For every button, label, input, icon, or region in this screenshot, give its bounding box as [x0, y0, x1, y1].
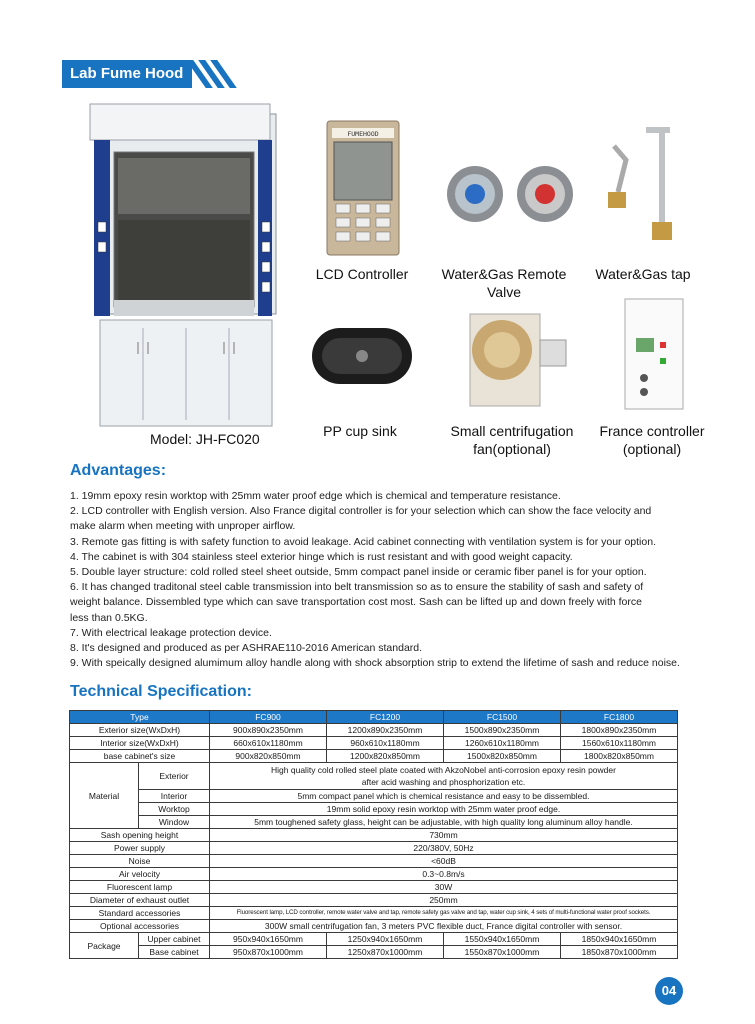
remote-valve-image	[440, 160, 580, 230]
list-item: 7. With electrical leakage protection device.	[70, 626, 272, 639]
table-row	[70, 855, 678, 868]
table-row	[70, 894, 678, 907]
table-cell: 1250x940x1650mm	[327, 933, 444, 946]
table-cell: 1850x870x1000mm	[561, 946, 678, 959]
list-item: 1. 19mm epoxy resin worktop with 25mm water proof edge which is chemical and temperature resistance.	[70, 490, 561, 502]
table-row	[70, 724, 678, 737]
list-item: 9. With speically designed alumimum alloy handle along with shock absorption strip to extend the lifetime of sash and reduce noise.	[70, 657, 680, 670]
table-cell: 960x610x1180mm	[327, 737, 444, 750]
table-row	[70, 803, 678, 816]
table-row	[70, 907, 678, 920]
title-banner	[62, 60, 237, 88]
table-cell: 900x820x850mm	[210, 750, 327, 763]
table-row	[70, 842, 678, 855]
table-cell: 900x890x2350mm	[210, 724, 327, 737]
list-item: 6. It has changed traditonal steel cable transmission into belt transmission so as to ensure the stability of sash and safety of	[70, 581, 644, 594]
table-cell: Type	[70, 711, 210, 724]
table-cell: base cabinet's size	[70, 750, 210, 763]
table-cell: Window	[139, 816, 210, 829]
france-controller-image	[624, 298, 684, 410]
table-cell: 19mm solid epoxy resin worktop with 25mm water proof edge.	[210, 803, 678, 816]
table-cell: 220/380V, 50Hz	[210, 842, 678, 855]
table-row	[70, 920, 678, 933]
table-cell: 1200x890x2350mm	[327, 724, 444, 737]
list-item: 8. It's designed and produced as per ASHRAE110-2016 American standard.	[70, 642, 423, 655]
table-cell	[210, 763, 678, 790]
table-cell: 1550x940x1650mm	[444, 933, 561, 946]
list-item: make alarm when meeting with unproper airflow.	[70, 520, 296, 533]
france-controller-caption-line2: (optional)	[622, 441, 682, 457]
material-exterior-line1: High quality cold rolled steel plate coated with AkzoNobel anti-corrosion epoxy resin powder	[271, 765, 616, 775]
table-cell: Power supply	[70, 842, 210, 855]
lcd-controller-caption: LCD Controller	[315, 266, 409, 282]
table-cell: 5mm toughened safety glass, height can be adjustable, with high quality long aluminum alloy handle.	[210, 816, 678, 829]
table-cell: 250mm	[210, 894, 678, 907]
table-cell: FC1500	[444, 711, 561, 724]
table-cell: 1500x820x850mm	[444, 750, 561, 763]
table-cell: 1800x890x2350mm	[561, 724, 678, 737]
page-title: Lab Fume Hood	[70, 65, 184, 82]
list-item: 3. Remote gas fitting is with safety function to avoid leakage. Acid cabinet connecting with ventilation system is for your option.	[70, 535, 656, 548]
spec-table	[69, 710, 678, 959]
lcd-controller-image	[326, 120, 400, 256]
table-cell: 950x870x1000mm	[210, 946, 327, 959]
advantages-heading: Advantages:	[70, 462, 167, 479]
fan-caption-line1: Small centrifugation	[450, 423, 574, 439]
list-item: 5. Double layer structure: cold rolled steel sheet outside, 5mm compact panel inside or ceramic fiber panel is for your option.	[70, 566, 647, 579]
table-cell: Sash opening height	[70, 829, 210, 842]
material-exterior-line2: after acid washing and phosphorization etc.	[361, 777, 526, 787]
list-item: 2. LCD controller with English version. Also France digital controller is for your selection which can show the face velocity and	[70, 505, 652, 518]
table-cell: 1260x610x1180mm	[444, 737, 561, 750]
table-row	[70, 933, 678, 946]
table-cell: 660x610x1180mm	[210, 737, 327, 750]
table-row	[70, 829, 678, 842]
table-row	[70, 790, 678, 803]
table-row	[70, 737, 678, 750]
cup-sink-image	[310, 326, 414, 386]
table-cell: Interior size(WxDxH)	[70, 737, 210, 750]
table-cell: FC900	[210, 711, 327, 724]
page-number: 04	[655, 977, 683, 1005]
table-row	[70, 946, 678, 959]
cup-sink-caption: PP cup sink	[323, 423, 397, 439]
table-cell: 300W small centrifugation fan, 3 meters PVC flexible duct, France digital controller with sensor.	[210, 920, 678, 933]
table-cell: 0.3~0.8m/s	[210, 868, 678, 881]
table-cell: Package	[70, 933, 139, 959]
table-cell: 5mm compact panel which is chemical resistance and easy to be dissembled.	[210, 790, 678, 803]
water-gas-tap-caption: Water&Gas tap	[595, 266, 691, 282]
water-gas-tap-image	[596, 122, 688, 252]
table-cell: Diameter of exhaust outlet	[70, 894, 210, 907]
lcd-screen-label: FUMEHOOD	[347, 130, 379, 138]
table-cell: Upper cabinet	[139, 933, 210, 946]
table-cell: 1560x610x1180mm	[561, 737, 678, 750]
table-row	[70, 750, 678, 763]
remote-valve-caption: Water&Gas Remote Valve	[441, 266, 567, 300]
table-cell: Fluorescent lamp	[70, 881, 210, 894]
table-cell: Exterior size(WxDxH)	[70, 724, 210, 737]
list-item: less than 0.5KG.	[70, 611, 148, 624]
centrifugal-fan-image	[456, 306, 570, 412]
table-cell: 1200x820x850mm	[327, 750, 444, 763]
table-cell: Worktop	[139, 803, 210, 816]
model-label: Model: JH-FC020	[150, 431, 260, 447]
table-cell: Base cabinet	[139, 946, 210, 959]
table-cell: Optional accessories	[70, 920, 210, 933]
table-cell: Noise	[70, 855, 210, 868]
fume-hood-image	[88, 102, 288, 432]
table-cell: Material	[70, 763, 139, 829]
table-cell: <60dB	[210, 855, 678, 868]
table-cell: 1850x940x1650mm	[561, 933, 678, 946]
table-cell: 1800x820x850mm	[561, 750, 678, 763]
table-cell: 30W	[210, 881, 678, 894]
fan-caption-line2: fan(optional)	[473, 441, 551, 457]
france-controller-caption-line1: France controller	[599, 423, 705, 439]
table-cell: Interior	[139, 790, 210, 803]
table-row	[70, 868, 678, 881]
table-cell: 1550x870x1000mm	[444, 946, 561, 959]
table-row	[70, 763, 678, 790]
table-cell: Exterior	[139, 763, 210, 790]
advantages-list	[70, 489, 682, 671]
table-cell: Fluorescent lamp, LCD controller, remote water valve and tap, remote safety gas valve and tap, water cup sink, 4 sets of multi-functional water proof sockets.	[210, 907, 678, 920]
table-cell: 730mm	[210, 829, 678, 842]
table-cell: Air velocity	[70, 868, 210, 881]
table-row	[70, 881, 678, 894]
table-cell: FC1200	[327, 711, 444, 724]
table-cell: 1250x870x1000mm	[327, 946, 444, 959]
table-cell: 950x940x1650mm	[210, 933, 327, 946]
table-cell: FC1800	[561, 711, 678, 724]
table-header-row	[70, 711, 678, 724]
spec-heading: Technical Specification:	[70, 683, 252, 700]
list-item: 4. The cabinet is with 304 stainless steel exterior hinge which is rust resistant and with good weight capacity.	[70, 550, 573, 563]
list-item: weight balance. Dissembled type which can save transportation cost most. Sash can be lifted up and down freely with force	[70, 596, 642, 609]
table-cell: 1500x890x2350mm	[444, 724, 561, 737]
table-cell: Standard accessories	[70, 907, 210, 920]
table-row	[70, 816, 678, 829]
